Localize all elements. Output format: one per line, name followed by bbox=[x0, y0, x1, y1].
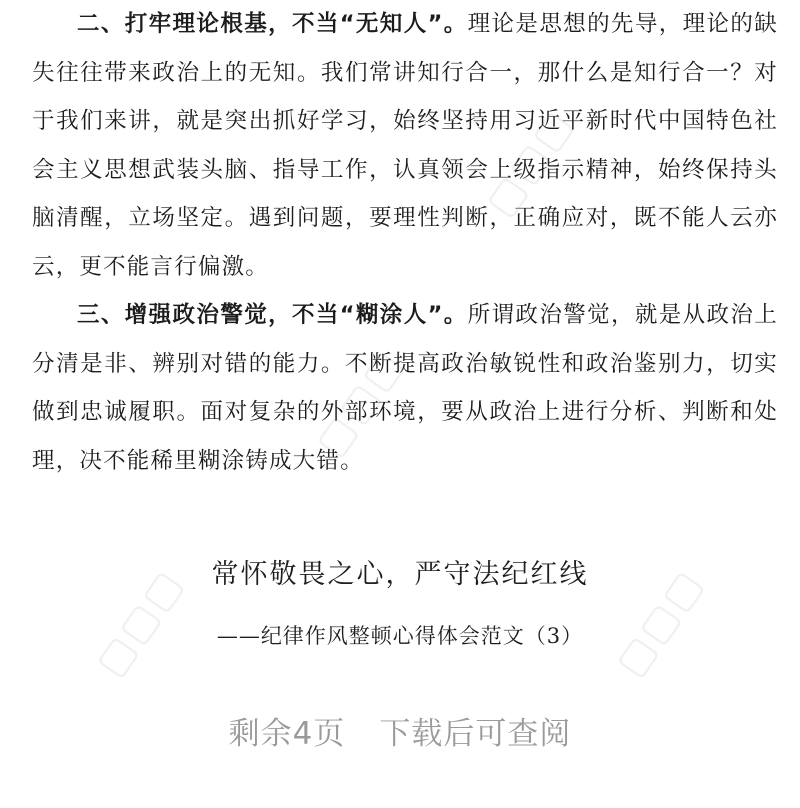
document-body bbox=[32, 0, 778, 485]
paragraph-2-text: 理论是思想的先导，理论的缺失往往带来政治上的无知。我们常讲知行合一，那什么是知行合一？对于我们来讲，就是突出抓好学习，始终坚持用习近平新时代中国特色社会主义思想武装头脑、指导工作，认真领会上级指示精神，始终保持头脑清醒，立场坚定。遇到问题，要理性判断，正确应对，既不能人云亦云，更不能言行偏激。 bbox=[32, 11, 778, 280]
watermark-graphic: ▢▢▢ bbox=[476, 100, 583, 226]
paragraph-3-text: 所谓政治警觉，就是从政治上分清是非、辨别对错的能力。不断提高政治敏锐性和政治鉴别力，切实做到忠诚履职。面对复杂的外部环境，要从政治上进行分析、判断和处理，决不能稀里糊涂铸成大错。 bbox=[32, 302, 778, 474]
watermark-graphic: ▢▢▢ bbox=[306, 340, 413, 466]
paragraph-3 bbox=[32, 291, 778, 485]
paragraph-2 bbox=[32, 0, 778, 291]
watermark-graphic: ▢▢▢ bbox=[86, 560, 193, 686]
paragraph-2-heading: 二、打牢理论根基，不当“无知人”。 bbox=[77, 11, 468, 37]
remaining-pages-count: 剩余4页 bbox=[228, 716, 346, 752]
section-subtitle: ——纪律作风整顿心得体会范文（3） bbox=[216, 624, 584, 648]
download-to-view-text: 下载后可查阅 bbox=[379, 716, 572, 752]
remaining-pages-notice[interactable] bbox=[0, 708, 800, 753]
paragraph-3-heading: 三、增强政治警觉，不当“糊涂人”。 bbox=[77, 302, 468, 328]
watermark-graphic: ▢▢▢ bbox=[606, 560, 713, 686]
section-title: 常怀敬畏之心，严守法纪红线 bbox=[211, 559, 589, 590]
